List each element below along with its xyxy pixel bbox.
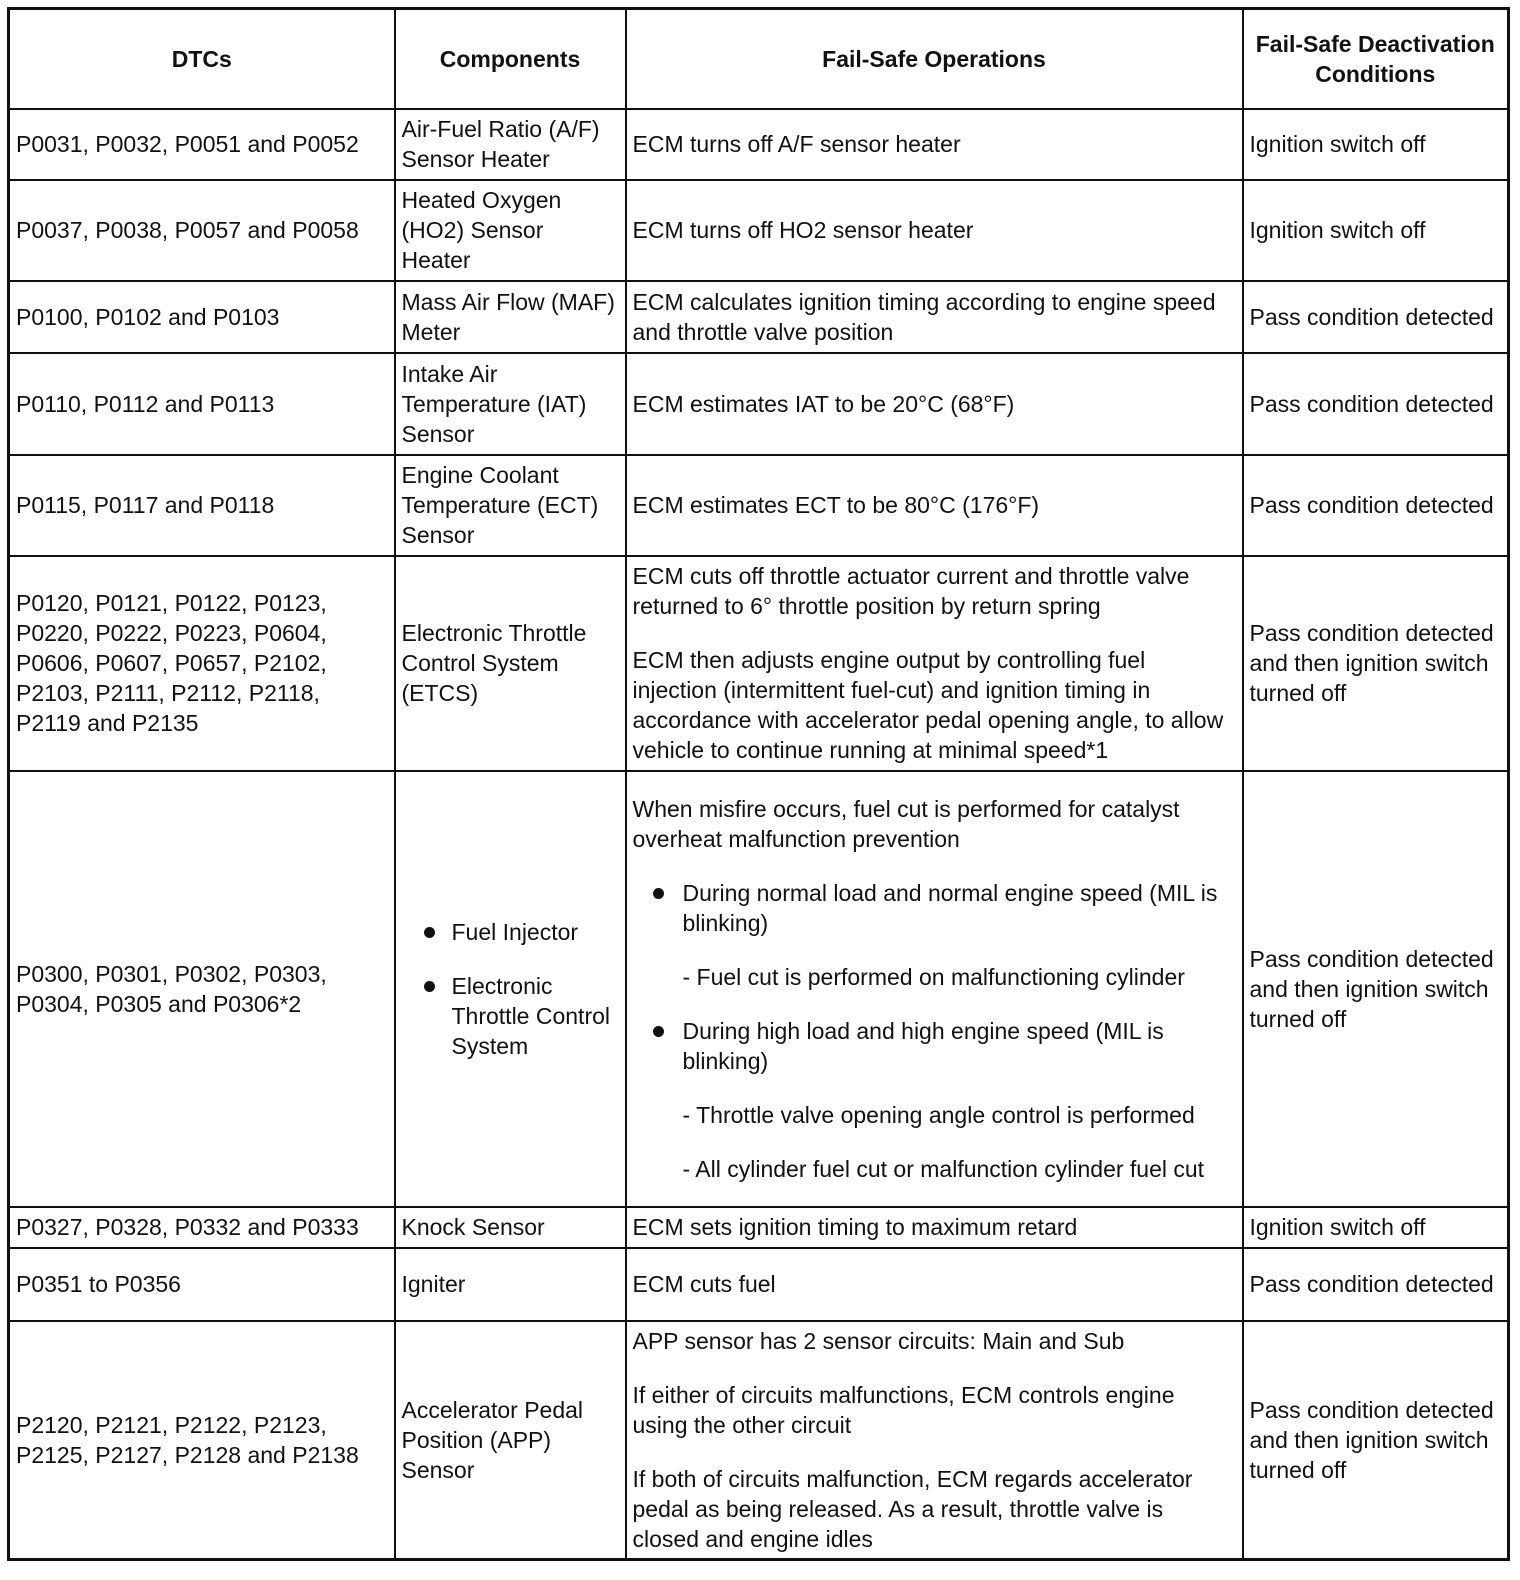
table-row <box>9 455 1509 556</box>
operation-cell <box>626 771 1243 1207</box>
operation-cell: ECM cuts fuel <box>626 1248 1243 1321</box>
header-dtcs: DTCs <box>9 9 395 109</box>
table-row <box>9 1248 1509 1321</box>
table-row <box>9 109 1509 180</box>
table-row <box>9 771 1509 1207</box>
dtc-cell: P0351 to P0356 <box>9 1248 395 1321</box>
operation-cell: ECM sets ignition timing to maximum retard <box>626 1207 1243 1248</box>
bullet-subtext: - Fuel cut is performed on malfunctioning cylinder <box>682 963 1185 990</box>
operation-cell <box>626 556 1243 771</box>
bullet-subtext: - All cylinder fuel cut or malfunction cylinder fuel cut <box>682 1155 1205 1182</box>
component-cell: Heated Oxygen (HO2) Sensor Heater <box>395 180 626 281</box>
operation-bullet-list <box>633 878 1236 1184</box>
dtc-cell: P0300, P0301, P0302, P0303, P0304, P0305 and P0306*2 <box>9 771 395 1207</box>
operation-paragraph: ECM then adjusts engine output by controlling fuel injection (intermittent fuel-cut) and ignition timing in accordance with accelerator pedal opening angle, to allow vehicle to continue running at minimal speed*1 <box>632 647 1224 763</box>
deactivation-cell: Pass condition detected and then ignition switch turned off <box>1243 771 1509 1207</box>
operation-cell: ECM turns off A/F sensor heater <box>626 109 1243 180</box>
component-cell: Igniter <box>395 1248 626 1321</box>
operation-cell <box>626 1321 1243 1560</box>
dtc-cell: P0327, P0328, P0332 and P0333 <box>9 1207 395 1248</box>
operation-bullet <box>633 1016 1236 1184</box>
dtc-cell: P2120, P2121, P2122, P2123, P2125, P2127, P2128 and P2138 <box>9 1321 395 1560</box>
dtc-cell: P0031, P0032, P0051 and P0052 <box>9 109 395 180</box>
operation-paragraph: When misfire occurs, fuel cut is performed for catalyst overheat malfunction prevention <box>632 795 1180 852</box>
operation-paragraph: APP sensor has 2 sensor circuits: Main and Sub <box>632 1327 1125 1354</box>
deactivation-cell: Pass condition detected <box>1243 353 1509 455</box>
operation-paragraph: If either of circuits malfunctions, ECM controls engine using the other circuit <box>632 1381 1175 1438</box>
dtc-cell: P0110, P0112 and P0113 <box>9 353 395 455</box>
component-cell: Electronic Throttle Control System (ETCS) <box>395 556 626 771</box>
table-row <box>9 281 1509 353</box>
component-cell: Intake Air Temperature (IAT) Sensor <box>395 353 626 455</box>
dtc-cell: P0120, P0121, P0122, P0123, P0220, P0222, P0223, P0604, P0606, P0607, P0657, P2102, P2103, P2111, P2112, P2118, P2119 and P2135 <box>9 556 395 771</box>
operation-cell: ECM turns off HO2 sensor heater <box>626 180 1243 281</box>
component-cell <box>395 771 626 1207</box>
deactivation-cell: Pass condition detected and then ignition switch turned off <box>1243 1321 1509 1560</box>
header-row <box>9 9 1509 109</box>
table-row <box>9 556 1509 771</box>
dtc-cell: P0100, P0102 and P0103 <box>9 281 395 353</box>
component-cell: Knock Sensor <box>395 1207 626 1248</box>
component-cell: Mass Air Flow (MAF) Meter <box>395 281 626 353</box>
table-row <box>9 180 1509 281</box>
bullet-subtext: - Throttle valve opening angle control is performed <box>682 1101 1195 1128</box>
deactivation-cell: Ignition switch off <box>1243 109 1509 180</box>
header-components: Components <box>395 9 626 109</box>
component-list <box>402 917 619 1061</box>
deactivation-cell: Pass condition detected and then ignition switch turned off <box>1243 556 1509 771</box>
component-cell: Engine Coolant Temperature (ECT) Sensor <box>395 455 626 556</box>
bullet-text: During normal load and normal engine speed (MIL is blinking) <box>682 879 1218 936</box>
deactivation-cell: Ignition switch off <box>1243 1207 1509 1248</box>
bullet-text: During high load and high engine speed (MIL is blinking) <box>682 1017 1164 1074</box>
component-cell: Accelerator Pedal Position (APP) Sensor <box>395 1321 626 1560</box>
table-row <box>9 353 1509 455</box>
operation-paragraph: ECM cuts off throttle actuator current and throttle valve returned to 6° throttle position by return spring <box>632 563 1190 619</box>
dtc-cell: P0037, P0038, P0057 and P0058 <box>9 180 395 281</box>
operation-bullet <box>633 878 1236 992</box>
deactivation-cell: Ignition switch off <box>1243 180 1509 281</box>
table-row <box>9 1207 1509 1248</box>
operation-cell: ECM calculates ignition timing according to engine speed and throttle valve position <box>626 281 1243 353</box>
header-operations: Fail-Safe Operations <box>626 9 1243 109</box>
component-cell: Air-Fuel Ratio (A/F) Sensor Heater <box>395 109 626 180</box>
deactivation-cell: Pass condition detected <box>1243 455 1509 556</box>
operation-cell: ECM estimates ECT to be 80°C (176°F) <box>626 455 1243 556</box>
component-list-item: Fuel Injector <box>422 917 619 947</box>
header-deactivation: Fail-Safe Deactivation Conditions <box>1243 9 1509 109</box>
fail-safe-table <box>7 7 1510 1561</box>
deactivation-cell: Pass condition detected <box>1243 281 1509 353</box>
operation-cell: ECM estimates IAT to be 20°C (68°F) <box>626 353 1243 455</box>
table-row <box>9 1321 1509 1560</box>
deactivation-cell: Pass condition detected <box>1243 1248 1509 1321</box>
component-list-item: Electronic Throttle Control System <box>422 971 619 1061</box>
dtc-cell: P0115, P0117 and P0118 <box>9 455 395 556</box>
operation-paragraph: If both of circuits malfunction, ECM regards accelerator pedal as being released. As a result, throttle valve is closed and engine idles <box>632 1465 1193 1552</box>
